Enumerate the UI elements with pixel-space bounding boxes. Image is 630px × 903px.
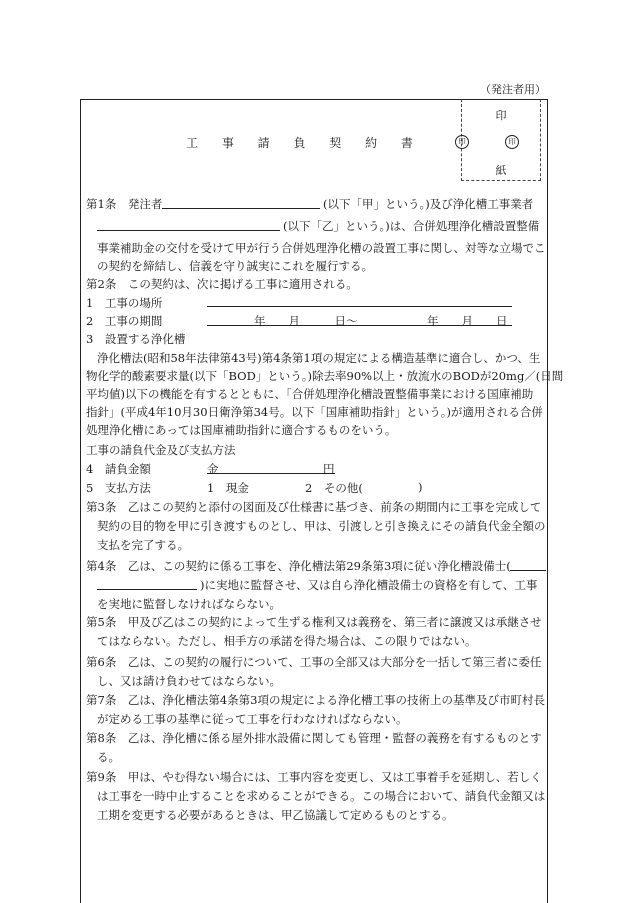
article-2-lead: 第2条 この契約は、次に掲げる工事に適用される。 (86, 277, 358, 291)
article-5: てはならない。ただし、相手方の承諾を得た場合は、この限りではない。 (97, 634, 477, 648)
article-7: 第7条 乙は、浄化槽法第4条第3項の規定による浄化槽工事の技術上の基準及び市町村長 (86, 693, 545, 707)
article-9: 工期を変更する必要があるときは、甲乙協議して定めるものとする。 (97, 808, 454, 822)
seal-left-icon: 印 (455, 135, 469, 149)
article-1-text: 事業補助金の交付を受けて甲が行う合併処理浄化槽の設置工事に関し、対等な立場でこ (97, 241, 546, 255)
work-location-label: 1 工事の場所 (86, 296, 163, 310)
article-8: る。 (97, 750, 120, 764)
article-4: 第4条 乙は、この契約に係る工事を、浄化槽法第29条第3項に従い浄化槽設備士( (86, 559, 511, 573)
contract-amount-label: 4 請負金額 (86, 462, 151, 476)
revenue-stamp-box (461, 99, 541, 181)
contract-amount-line (207, 473, 335, 474)
article-1-text: (以下「乙」という。)は、合併処理浄化槽設置整備 (283, 219, 540, 233)
stamp-label-top: 印 (495, 109, 507, 122)
technician-name-line-2 (97, 589, 197, 590)
contract-amount-unit: 円 (323, 462, 335, 476)
payment-option-close: ) (418, 480, 423, 494)
article-1-text: の契約を締結し、信義を守り誠実にこれを履行する。 (97, 259, 373, 273)
technician-name-line (510, 570, 546, 571)
article-3: 支払を完了する。 (97, 538, 189, 552)
article-6: 第6条 乙は、この契約の履行について、工事の全部又は大部分を一括して第三者に委任 (86, 655, 542, 669)
article-1-text: (以下「甲」という。)及び浄化槽工事業者 (323, 197, 534, 211)
work-period-start: 年 月 日～ (254, 314, 358, 328)
septic-tank-text: 物化学的酸素要求量(以下「BOD」という。)除去率90%以上・放流水のBODが20mg／(日間 (86, 369, 564, 383)
article-4: )に実地に監督させ、又は自ら浄化槽設備士の資格を有して、工事 (200, 578, 538, 592)
septic-tank-text: 処理浄化槽にあっては国庫補助指針に適合するものをいう。 (86, 423, 397, 437)
article-1-lead: 第1条 発注者 (86, 197, 163, 211)
page-title: 工 事 請 負 契 約 書 (186, 136, 423, 150)
stamp-label-bottom: 紙 (495, 164, 507, 177)
payment-option-cash: 1 現金 (207, 481, 249, 495)
work-period-end: 年 月 日 (427, 314, 508, 328)
septic-tank-text: 指針」(平成4年10月30日衛浄第34号。以下「国庫補助指針」という。)が適用される合併 (86, 405, 543, 419)
payment-heading: 工事の請負代金及び支払方法 (86, 443, 236, 457)
work-location-line (207, 306, 512, 307)
contract-amount-prefix: 金 (207, 462, 219, 476)
article-3: 契約の目的物を甲に引き渡すものとし、甲は、引渡しと引き換えにその請負代金全額の (97, 519, 546, 533)
article-3: 第3条 乙はこの契約と添付の図面及び仕様書に基づき、前条の期間内に工事を完成して (86, 500, 542, 514)
septic-tank-label: 3 設置する浄化槽 (86, 332, 186, 346)
article-9: は工事を一時中止することを求めることができる。この場合において、請負代金額又は (97, 789, 546, 803)
article-9: 第9条 甲は、やむ得ない場合には、工事内容を変更し、又は工事着手を延期し、若しく (86, 770, 542, 784)
orderer-name-line (162, 208, 320, 209)
septic-tank-text: 平均値)以下の機能を有するとともに、「合併処理浄化槽設置整備事業における国庫補助 (86, 387, 534, 401)
payment-option-other: 2 その他( (305, 481, 363, 495)
article-5: 第5条 甲及び乙はこの契約によって生ずる権利又は義務を、第三者に譲渡又は承継させ (86, 615, 542, 629)
payment-method-label: 5 支払方法 (86, 481, 151, 495)
article-4: を実地に監督しなければならない。 (97, 597, 281, 611)
seal-right-icon: 印 (505, 135, 519, 149)
article-7: が定める工事の基準に従って工事を行わなければならない。 (97, 712, 408, 726)
contractor-name-line (97, 230, 280, 231)
work-period-label: 2 工事の期間 (86, 314, 163, 328)
copy-label: （発注者用） (480, 83, 546, 96)
article-6: し、又は請け負わせてはならない。 (97, 674, 281, 688)
article-8: 第8条 乙は、浄化槽に係る屋外排水設備に関しても管理・監督の義務を有するものとす (86, 731, 542, 745)
septic-tank-text: 浄化槽法(昭和58年法律第43号)第4条第1項の規定による構造基準に適合し、かつ、生 (97, 351, 541, 365)
